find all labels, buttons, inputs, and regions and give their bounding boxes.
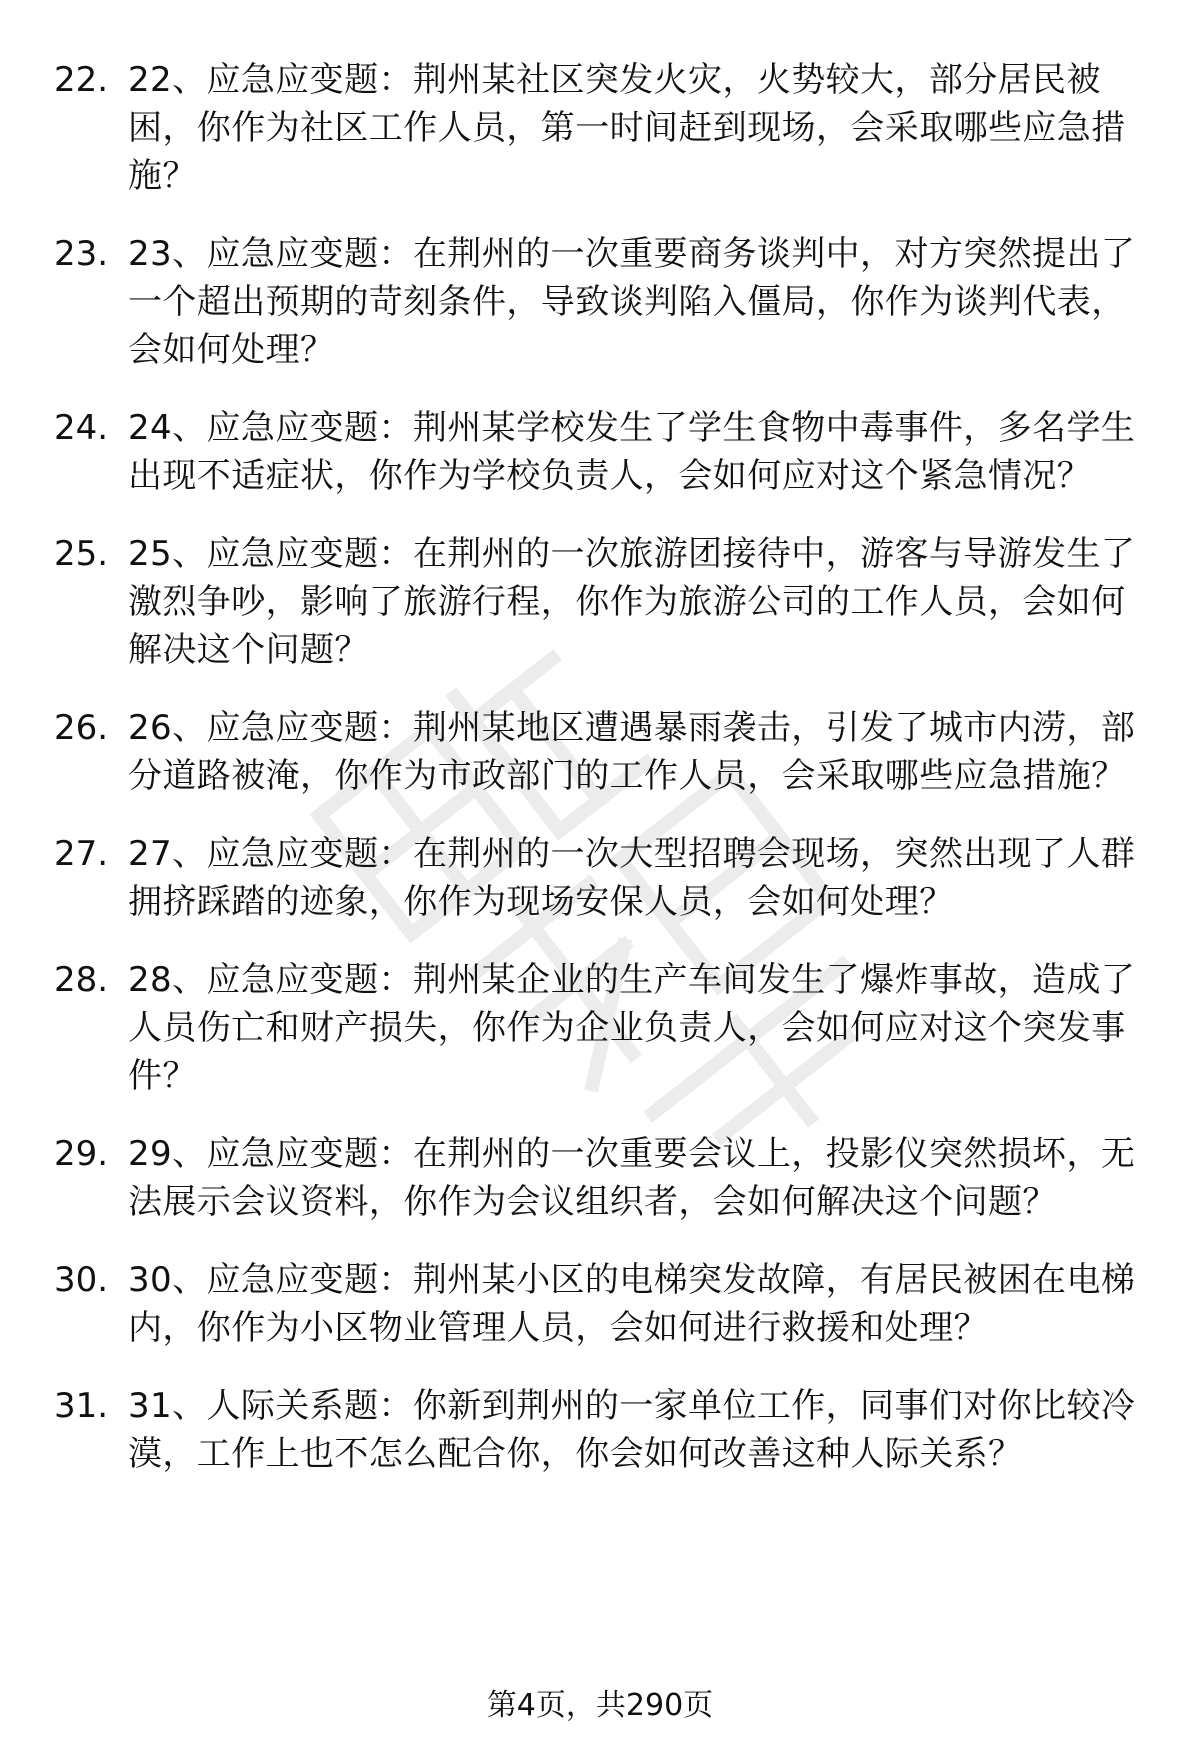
list-item bbox=[0, 830, 1200, 926]
question-text: 22、应急应变题：荆州某社区突发火灾，火势较大，部分居民被困，你作为社区工作人员，第一时间赶到现场，会采取哪些应急措施？ bbox=[128, 60, 1126, 196]
question-text: 25、应急应变题：在荆州的一次旅游团接待中，游客与导游发生了激烈争吵，影响了旅游行程，你作为旅游公司的工作人员，会如何解决这个问题？ bbox=[128, 534, 1136, 670]
list-item bbox=[0, 1256, 1200, 1352]
question-number: 22. bbox=[54, 60, 109, 100]
question-text: 31、人际关系题：你新到荆州的一家单位工作，同事们对你比较冷漠，工作上也不怎么配合你，你会如何改善这种人际关系？ bbox=[128, 1386, 1136, 1474]
question-number: 23. bbox=[54, 234, 109, 274]
question-number: 26. bbox=[54, 708, 109, 748]
question-text: 30、应急应变题：荆州某小区的电梯突发故障，有居民被困在电梯内，你作为小区物业管理人员，会如何进行救援和处理？ bbox=[128, 1260, 1136, 1348]
question-text: 29、应急应变题：在荆州的一次重要会议上，投影仪突然损坏，无法展示会议资料，你作为会议组织者，会如何解决这个问题？ bbox=[128, 1134, 1136, 1222]
question-number: 30. bbox=[54, 1260, 109, 1300]
question-number: 24. bbox=[54, 408, 109, 448]
question-number: 27. bbox=[54, 834, 109, 874]
page-footer: 第4页，共290页 bbox=[486, 1688, 714, 1723]
question-text: 28、应急应变题：荆州某企业的生产车间发生了爆炸事故，造成了人员伤亡和财产损失，你作为企业负责人，会如何应对这个突发事件？ bbox=[128, 960, 1136, 1096]
list-item bbox=[0, 1382, 1200, 1478]
list-item bbox=[0, 404, 1200, 500]
question-number: 25. bbox=[54, 534, 109, 574]
list-item bbox=[0, 56, 1200, 200]
question-text: 23、应急应变题：在荆州的一次重要商务谈判中，对方突然提出了一个超出预期的苛刻条件，导致谈判陷入僵局，你作为谈判代表，会如何处理？ bbox=[128, 234, 1136, 370]
question-number: 31. bbox=[54, 1386, 109, 1426]
question-text: 24、应急应变题：荆州某学校发生了学生食物中毒事件，多名学生出现不适症状，你作为学校负责人，会如何应对这个紧急情况？ bbox=[128, 408, 1136, 496]
list-item bbox=[0, 530, 1200, 674]
question-text: 27、应急应变题：在荆州的一次大型招聘会现场，突然出现了人群拥挤踩踏的迹象，你作为现场安保人员，会如何处理？ bbox=[128, 834, 1136, 922]
list-item bbox=[0, 230, 1200, 374]
list-item bbox=[0, 704, 1200, 800]
list-item bbox=[0, 1130, 1200, 1226]
question-text: 26、应急应变题：荆州某地区遭遇暴雨袭击，引发了城市内涝，部分道路被淹，你作为市政部门的工作人员，会采取哪些应急措施？ bbox=[128, 708, 1136, 796]
list-item bbox=[0, 956, 1200, 1100]
question-number: 29. bbox=[54, 1134, 109, 1174]
question-list bbox=[0, 56, 1200, 1508]
question-number: 28. bbox=[54, 960, 109, 1000]
